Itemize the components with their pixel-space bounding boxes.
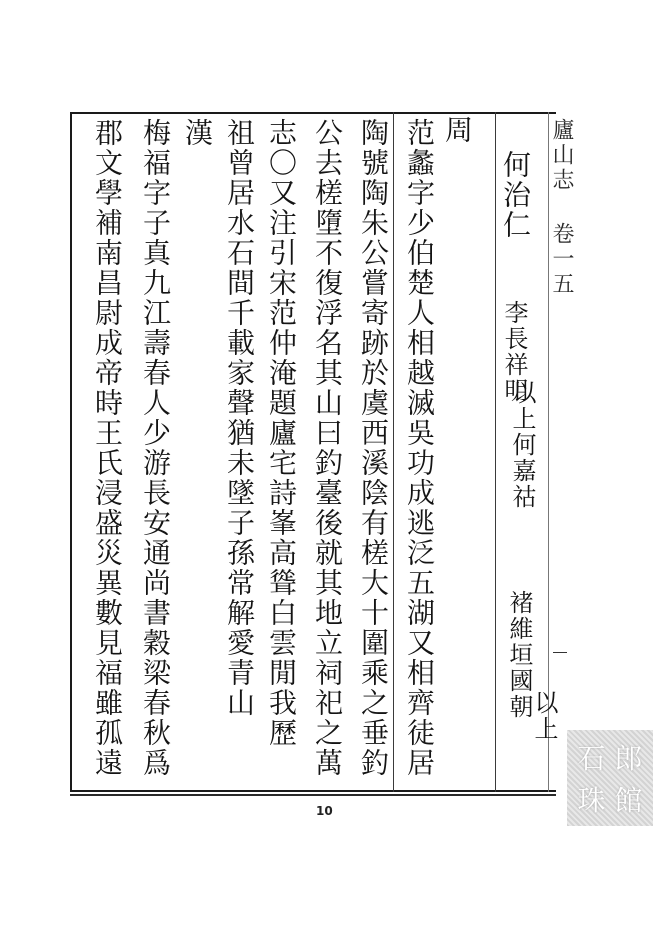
chapter-label: 卷一五	[549, 222, 574, 297]
name-entry-note: 以上	[530, 690, 558, 742]
seal-char: 珠	[577, 784, 606, 817]
text-column: 公去槎墮不復浮名其山曰釣臺後就其地立祠祀之萬	[311, 118, 344, 778]
text-column: 祖曾居水石間千載家聲猶未墜子孫常解愛青山	[223, 118, 256, 718]
name-entry: 李長祥明	[500, 300, 528, 404]
bottom-rule	[70, 794, 556, 796]
seal-char: 郎	[614, 742, 643, 775]
page-number: 10	[316, 804, 333, 818]
dynasty-heading: 漢	[181, 118, 214, 148]
name-entry: 何治仁	[499, 150, 532, 240]
column-rule	[495, 112, 496, 792]
text-column: 志〇又注引宋范仲淹題廬宅詩峯高聳白雲閒我歷	[265, 118, 298, 748]
running-title: 廬山志	[549, 118, 574, 193]
column-rule	[393, 112, 394, 792]
seal-char: 石	[577, 742, 606, 775]
library-seal	[567, 730, 653, 826]
name-entry-note: 以上何嘉祜	[508, 380, 536, 510]
text-column: 郡文學補南昌尉成帝時王氏浸盛災異數見福雖孤遠	[91, 118, 124, 778]
name-entry: 褚維垣國朝	[505, 590, 533, 720]
text-column: 范蠡字少伯楚人相越滅吳功成逃泛五湖又相齊徒居	[403, 118, 436, 778]
seal-char: 館	[614, 784, 643, 817]
text-column: 陶號陶朱公嘗寄跡於虞西溪陰有槎大十圍乘之垂釣	[357, 118, 390, 778]
dynasty-heading: 周	[441, 115, 474, 145]
edge-tick	[553, 652, 567, 653]
text-column: 梅福字子真九江壽春人少游長安通尚書穀梁春秋爲	[139, 118, 172, 778]
